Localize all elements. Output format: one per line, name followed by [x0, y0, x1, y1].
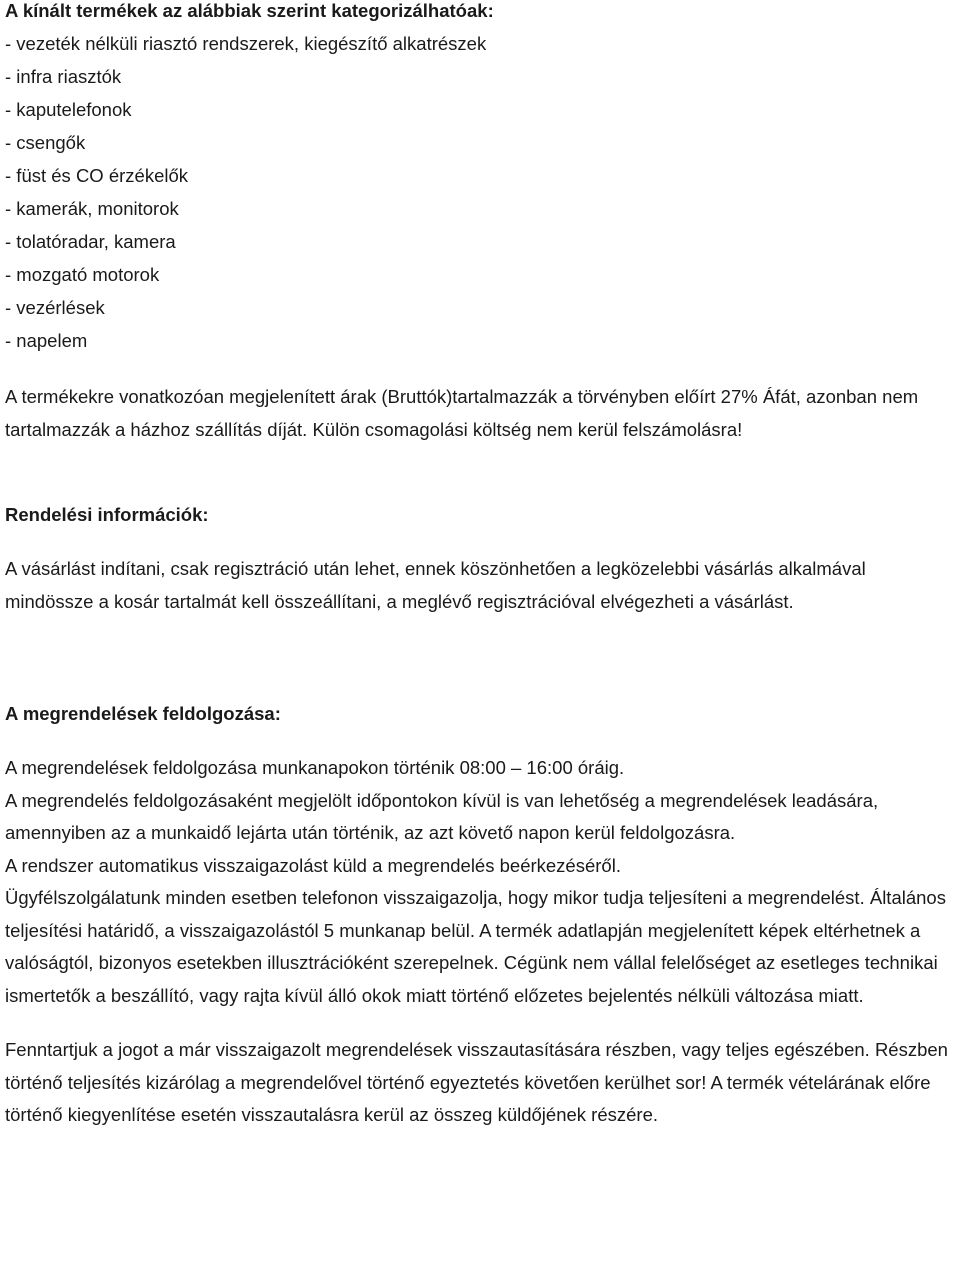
processing-heading: A megrendelések feldolgozása: [5, 703, 281, 724]
list-item: - napelem [5, 330, 88, 351]
list-item: - vezérlések [5, 297, 105, 318]
list-item: - kamerák, monitorok [5, 198, 179, 219]
processing-hours: A megrendelések feldolgozása munkanapokon történik 08:00 – 16:00 óráig. [5, 757, 625, 778]
document-page [5, 0, 955, 1132]
list-item: - infra riasztók [5, 66, 122, 87]
list-item: - kaputelefonok [5, 99, 132, 120]
list-item: - tolatóradar, kamera [5, 231, 176, 252]
reservation-paragraph: Fenntartjuk a jogot a már visszaigazolt megrendelések visszautasítására részben, vagy teljes egészében. Részben történő teljesítés kizárólag a megrendelővel történő egyeztetés követően kerülhet sor! A termék vételárának előre történő kiegyenlítése esetén visszautalásra kerül az összeg küldőjének részére. [5, 1039, 948, 1125]
list-item: - csengők [5, 132, 86, 153]
categories-heading: A kínált termékek az alábbiak szerint kategorizálhatóak: [5, 0, 494, 21]
ordering-paragraph: A vásárlást indítani, csak regisztráció után lehet, ennek köszönhetően a legközelebbi vásárlás alkalmával mindössze a kosár tartalmát kell összeállítani, a meglévő regisztrációval elvégezheti a vásárlást. [5, 558, 866, 612]
processing-outside-hours: A megrendelés feldolgozásaként megjelölt időpontokon kívül is van lehetőség a megrendelések leadására, amennyiben az a munkaidő lejárta után történik, az azt követő napon kerül feldolgozásra. [5, 789, 879, 843]
prices-paragraph: A termékekre vonatkozóan megjelenített árak (Bruttók)tartalmazzák a törvényben előírt 27% Áfát, azonban nem tartalmazzák a házhoz szállítás díját. Külön csomagolási költség nem kerül felszámolásra! [5, 386, 919, 440]
ordering-heading: Rendelési információk: [5, 504, 209, 525]
processing-phone-confirmation: Ügyfélszolgálatunk minden esetben telefonon visszaigazolja, hogy mikor tudja teljesíteni a megrendelést. Általános teljesítési határidő, a visszaigazolástól 5 munkanap belül. A termék adatlapján megjelenített képek eltérhetnek a valóságtól, bizonyos esetekben illusztrációként szerepelnek. Cégünk nem vállal felelőséget az esetleges technikai ismertetők a beszállító, vagy rajta kívül álló okok miatt történő előzetes bejelentés nélküli változása miatt. [5, 887, 946, 1006]
list-item: - mozgató motorok [5, 264, 160, 285]
categories-list [5, 27, 955, 357]
list-item: - füst és CO érzékelők [5, 165, 189, 186]
list-item: - vezeték nélküli riasztó rendszerek, kiegészítő alkatrészek [5, 33, 487, 54]
processing-auto-confirmation: A rendszer automatikus visszaigazolást küld a megrendelés beérkezéséről. [5, 854, 621, 876]
